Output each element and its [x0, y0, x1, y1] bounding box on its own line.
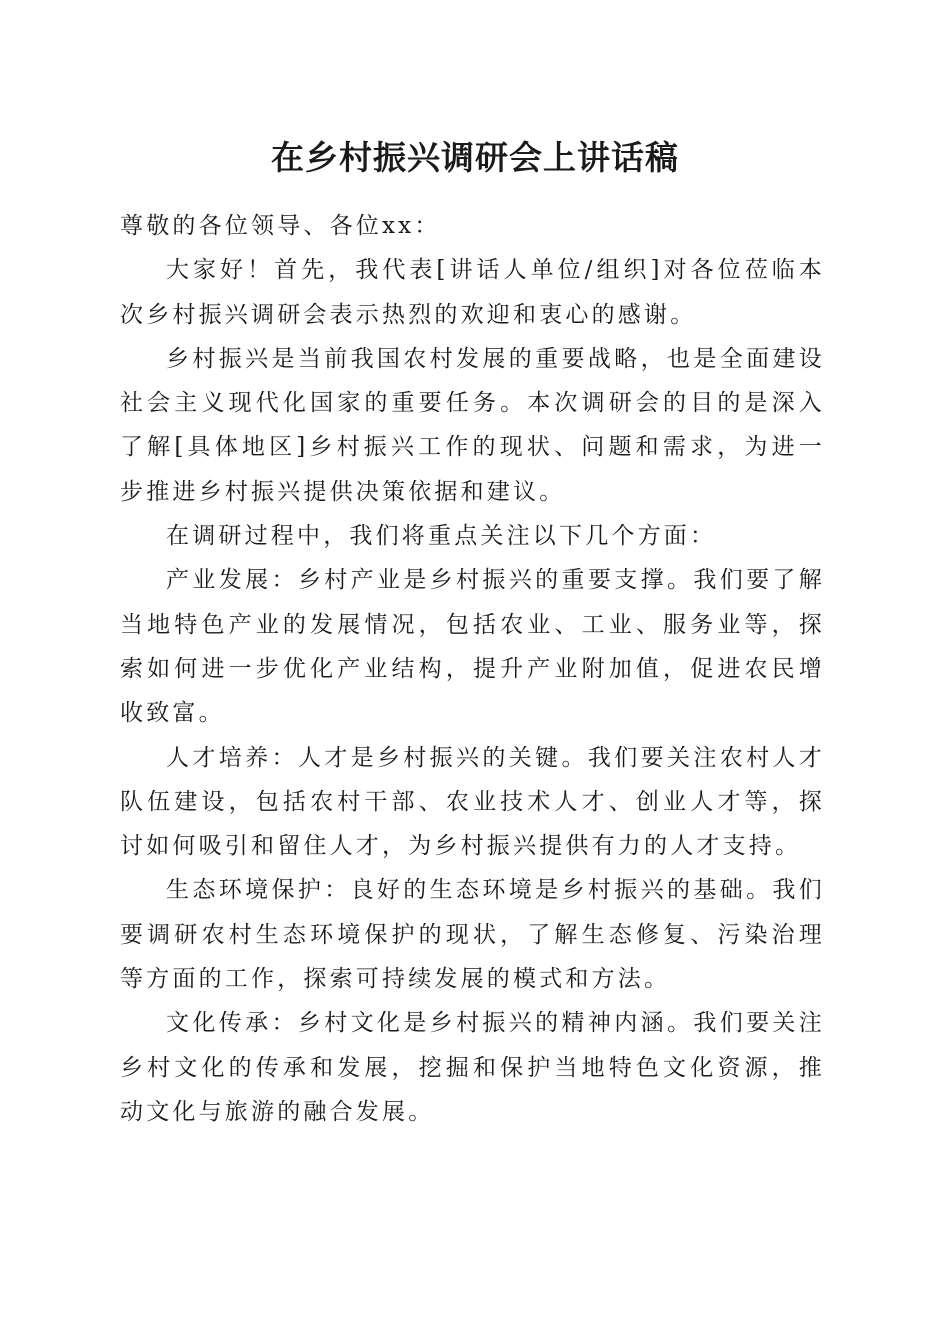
paragraph-welcome: 大家好！首先，我代表[讲话人单位/组织]对各位莅临本次乡村振兴调研会表示热烈的欢迎和衷心的感谢。 [120, 257, 825, 328]
paragraph-talent: 人才培养：人才是乡村振兴的关键。我们要关注农村人才队伍建设，包括农村干部、农业技术人才、创业人才等，探讨如何吸引和留住人才，为乡村振兴提供有力的人才支持。 [120, 744, 825, 860]
document-body [120, 204, 825, 1134]
salutation: 尊敬的各位领导、各位xx： [120, 213, 441, 239]
paragraph-ecology: 生态环境保护：良好的生态环境是乡村振兴的基础。我们要调研农村生态环境保护的现状，了解生态修复、污染治理等方面的工作，探索可持续发展的模式和方法。 [120, 877, 825, 993]
paragraph-purpose: 乡村振兴是当前我国农村发展的重要战略，也是全面建设社会主义现代化国家的重要任务。本次调研会的目的是深入了解[具体地区]乡村振兴工作的现状、问题和需求，为进一步推进乡村振兴提供决策依据和建议。 [120, 345, 825, 505]
paragraph-focus-intro: 在调研过程中，我们将重点关注以下几个方面： [166, 523, 717, 550]
paragraph-culture: 文化传承：乡村文化是乡村振兴的精神内涵。我们要关注乡村文化的传承和发展，挖掘和保护当地特色文化资源，推动文化与旅游的融合发展。 [120, 1010, 825, 1125]
document-title: 在乡村振兴调研会上讲话稿 [271, 138, 679, 177]
paragraph-industry: 产业发展：乡村产业是乡村振兴的重要支撑。我们要了解当地特色产业的发展情况，包括农业、工业、服务业等，探索如何进一步优化产业结构，提升产业附加值，促进农民增收致富。 [120, 567, 825, 727]
